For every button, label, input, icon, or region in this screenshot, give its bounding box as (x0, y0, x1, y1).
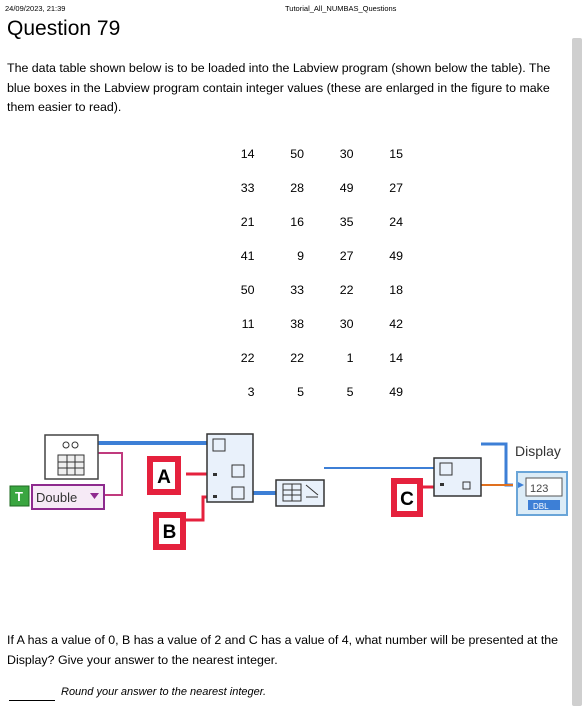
table-cell: 16 (290, 215, 304, 229)
table-cell: 9 (297, 249, 304, 263)
table-row (205, 273, 403, 307)
indicator-type: DBL (533, 502, 549, 511)
display-label: Display (515, 443, 561, 459)
table-cell: 27 (339, 249, 354, 263)
table-row (205, 171, 403, 205)
table-cell: 28 (290, 181, 304, 195)
table-row (205, 137, 403, 171)
labview-diagram (0, 425, 585, 560)
table-cell: 3 (247, 385, 255, 399)
svg-text:B: B (162, 522, 177, 543)
question-intro: The data table shown below is to be loaded into the Labview program (shown below the table). The blue boxes in the Labview program contain integer values (these are enlarged in the figure to make them easier to read). (7, 61, 551, 114)
table-cell: 18 (389, 283, 403, 297)
table-cell: 1 (346, 351, 354, 365)
table-cell: 5 (346, 385, 354, 399)
table-cell: 14 (240, 147, 255, 161)
table-cell: 11 (241, 317, 255, 331)
table-cell: 21 (240, 215, 255, 229)
table-cell: 22 (240, 351, 255, 365)
table-cell: 22 (290, 351, 304, 365)
question-title: Question 79 (7, 17, 121, 40)
answer-hint: Round your answer to the nearest integer. (61, 686, 267, 698)
type-dropdown[interactable] (10, 485, 104, 509)
table-row (205, 341, 403, 375)
table-cell: 30 (339, 317, 354, 331)
answer-input[interactable] (9, 700, 55, 701)
display-indicator (517, 472, 567, 515)
table-cell: 33 (290, 283, 304, 297)
label-b (156, 515, 183, 547)
table-cell: 49 (389, 385, 403, 399)
table-cell: 22 (339, 283, 354, 297)
table-cell: 50 (290, 147, 304, 161)
table-cell: 41 (240, 249, 255, 263)
index-array-node-2 (434, 458, 481, 496)
document-title: Tutorial_All_NUMBAS_Questions (285, 4, 397, 13)
table-row (205, 239, 403, 273)
svg-text:C: C (400, 489, 414, 510)
table-cell: 5 (297, 385, 304, 399)
dropdown-value: Double (36, 490, 78, 505)
data-table (205, 137, 403, 409)
table-cell: 35 (339, 215, 354, 229)
label-c (394, 481, 420, 514)
svg-text:A: A (157, 467, 171, 488)
table-cell: 42 (389, 317, 403, 331)
index-array-node-1 (207, 434, 253, 502)
build-array-node (276, 480, 324, 506)
table-cell: 15 (389, 147, 403, 161)
question-text: If A has a value of 0, B has a value of 2 and C has a value of 4, what number will be presented at the Display? Give your answer to the nearest integer. (7, 633, 559, 667)
table-cell: 24 (389, 215, 403, 229)
indicator-value: 123 (530, 483, 549, 495)
table-cell: 27 (389, 181, 403, 195)
table-cell: 49 (339, 181, 354, 195)
table-row (205, 307, 403, 341)
terminal-letter: T (15, 489, 23, 504)
table-cell: 49 (389, 249, 403, 263)
table-cell: 50 (240, 283, 255, 297)
scrollbar[interactable] (572, 38, 582, 706)
print-date: 24/09/2023, 21:39 (5, 4, 66, 13)
read-spreadsheet-icon (45, 435, 98, 479)
table-row (205, 375, 403, 409)
table-cell: 14 (389, 351, 403, 365)
table-cell: 30 (339, 147, 354, 161)
table-cell: 33 (240, 181, 255, 195)
table-cell: 38 (290, 317, 304, 331)
table-row (205, 205, 403, 239)
label-a (150, 459, 178, 492)
